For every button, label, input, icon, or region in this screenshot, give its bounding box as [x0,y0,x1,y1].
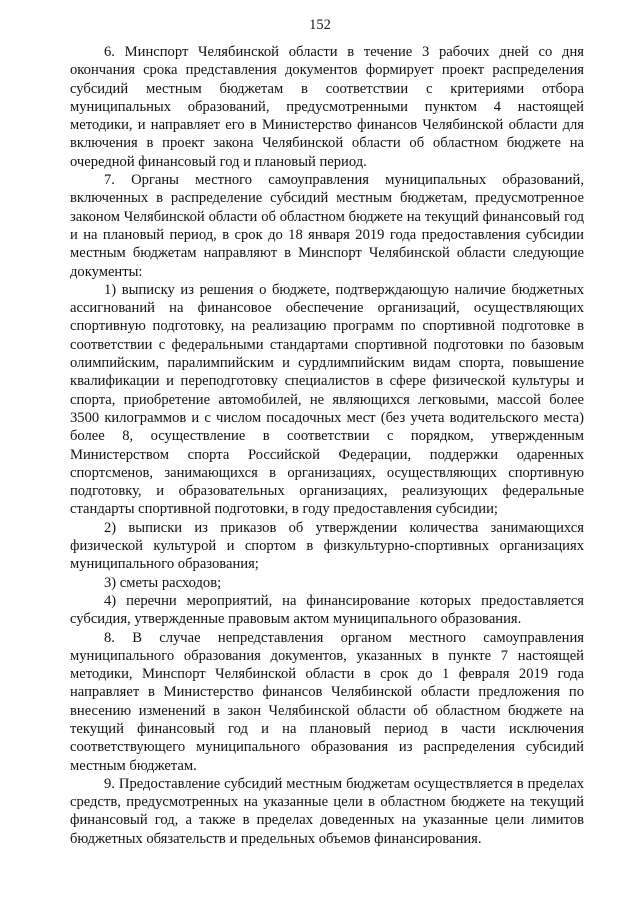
document-body [70,43,584,848]
page-number: 152 [309,17,331,33]
paragraph-subitem-1: 1) выписку из решения о бюджете, подтверждающую наличие бюджетных ассигнований на финансовое обеспечение организаций, осуществляющих спортивную подготовку, на реализацию программ по спортивной подготовке в соответствии с федеральными стандартами спортивной подготовки по базовым олимпийским, паралимпийским и сурдлимпийским видам спорта, повышение квалификации и переподготовку специалистов в сфере физической культуры и спорта, приобретение автомобилей, не являющихся легковыми, массой более 3500 килограммов и с числом посадочных мест (без учета водительского места) более 8, осуществление в соответствии с порядком, утвержденным Министерством спорта Российской Федерации, поддержки одаренных спортсменов, занимающихся в организациях, осуществляющих спортивную подготовку, и образовательных организациях, реализующих федеральные стандарты спортивной подготовки, в году предоставления субсидии; [70,281,584,518]
paragraph-item-7: 7. Органы местного самоуправления муниципальных образований, включенных в распределение субсидий местным бюджетам, предусмотренное законом Челябинской области об областном бюджете на текущий финансовый год и на плановый период, в срок до 18 января 2019 года предоставления субсидии местным бюджетам направляют в Минспорт Челябинской области следующие документы: [70,172,584,280]
paragraph-subitem-3: 3) сметы расходов; [104,574,222,591]
paragraph-subitem-2: 2) выписки из приказов об утверждении количества занимающихся физической культурой и спортом в физкультурно-спортивных организациях муниципального образования; [70,519,584,573]
paragraph-item-9: 9. Предоставление субсидий местным бюджетам осуществляется в пределах средств, предусмотренных на указанные цели в областном бюджете на текущий финансовый год, а также в пределах доведенных на указанные цели лимитов бюджетных обязательств и предельных объемов финансирования. [70,775,584,847]
paragraph-item-8: 8. В случае непредставления органом местного самоуправления муниципального образования документов, указанных в пункте 7 настоящей методики, Минспорт Челябинской области в срок до 1 февраля 2019 года направляет в Министерство финансов Челябинской области предложения по внесению изменений в закон Челябинской области об областном бюджете на текущий финансовый год и на плановый период в части исключения соответствующего муниципального образования из распределения субсидий местным бюджетам. [70,629,584,774]
paragraph-item-6: 6. Минспорт Челябинской области в течение 3 рабочих дней со дня окончания срока представления документов формирует проект распределения субсидий местным бюджетам в соответствии с критериями отбора муниципальных образований, предусмотренными пунктом 4 настоящей методики, и направляет его в Министерство финансов Челябинской области для включения в проект закона Челябинской области об областном бюджете на очередной финансовый год и плановый период. [70,44,584,170]
paragraph-subitem-4: 4) перечни мероприятий, на финансирование которых предоставляется субсидия, утвержденные правовым актом муниципального образования. [70,592,584,628]
